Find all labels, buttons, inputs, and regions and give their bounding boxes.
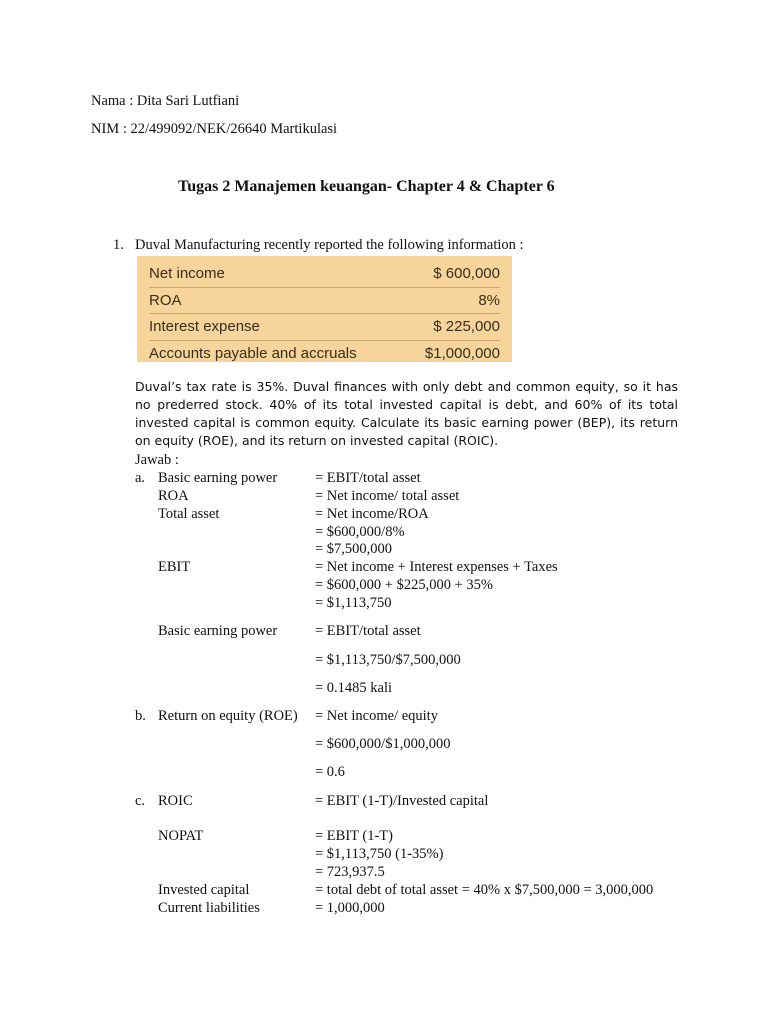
row-value: = 0.1485 kali: [315, 680, 393, 696]
table-label: Interest expense: [149, 318, 260, 335]
row-label: Return on equity (ROE): [158, 708, 298, 724]
row-value: = $7,500,000: [315, 541, 393, 557]
table-value: 8%: [478, 291, 500, 309]
row-value: = 723,937.5: [315, 864, 385, 880]
row-label: ROIC: [158, 793, 193, 809]
page-title: Tugas 2 Manajemen keuangan- Chapter 4 & Chapter 6: [178, 178, 555, 195]
row-label: Basic earning power: [158, 623, 278, 639]
item-letter: b.: [135, 708, 146, 724]
financial-info-table: [137, 256, 512, 362]
row-value: = $600,000/8%: [315, 524, 405, 540]
table-label: Accounts payable and accruals: [149, 344, 357, 362]
row-value: = Net income/ROA: [315, 506, 429, 522]
question-text: Duval’s tax rate is 35%. Duval finances with only debt and common equity, so it has no prederred stock. 40% of its total invested capital is debt, and 60% of its total invested capital is common equity. Calculate its basic earning power (BEP), its return on equity (ROE), and its return on invested capital (ROIC).: [135, 379, 678, 448]
row-label: Total asset: [158, 506, 220, 522]
row-value: = Net income/ equity: [315, 708, 438, 724]
table-row: [149, 261, 500, 288]
row-value: = $600,000/$1,000,000: [315, 736, 451, 752]
row-value: = $1,113,750: [315, 595, 392, 611]
row-value: = EBIT/total asset: [315, 470, 421, 486]
student-name: Nama : Dita Sari Lutfiani: [91, 93, 240, 109]
row-value: = EBIT/total asset: [315, 623, 421, 639]
table-value: $ 600,000: [433, 265, 500, 282]
row-value: = $600,000 + $225,000 + 35%: [315, 577, 493, 593]
row-value: = EBIT (1-T)/Invested capital: [315, 793, 489, 809]
question-intro: Duval Manufacturing recently reported the following information :: [135, 237, 524, 253]
row-label: NOPAT: [158, 828, 204, 844]
row-value: = Net income + Interest expenses + Taxes: [315, 559, 558, 575]
table-value: $ 225,000: [433, 318, 500, 335]
row-value: = $1,113,750 (1-35%): [315, 846, 444, 862]
student-nim: NIM : 22/499092/NEK/26640 Martikulasi: [91, 121, 338, 137]
item-letter: a.: [135, 470, 146, 486]
row-label: EBIT: [158, 559, 191, 575]
row-value: = total debt of total asset = 40% x $7,500,000 = 3,000,000: [315, 882, 654, 898]
row-value: = $1,113,750/$7,500,000: [315, 652, 461, 668]
row-label: Invested capital: [158, 882, 250, 898]
question-number: 1.: [113, 237, 124, 253]
row-value: = 0.6: [315, 764, 345, 780]
row-value: = Net income/ total asset: [315, 488, 460, 504]
row-label: Current liabilities: [158, 900, 260, 916]
row-value: = EBIT (1-T): [315, 828, 393, 844]
table-value: $1,000,000: [424, 344, 500, 362]
table-row: [149, 341, 500, 367]
item-letter: c.: [135, 793, 146, 809]
table-row: [149, 288, 500, 315]
table-row: [149, 314, 500, 341]
answer-heading: Jawab :: [135, 452, 179, 468]
table-label: Net income: [149, 265, 225, 282]
row-value: = 1,000,000: [315, 900, 385, 916]
row-label: ROA: [158, 488, 189, 504]
table-label: ROA: [149, 291, 182, 309]
row-label: Basic earning power: [158, 470, 278, 486]
